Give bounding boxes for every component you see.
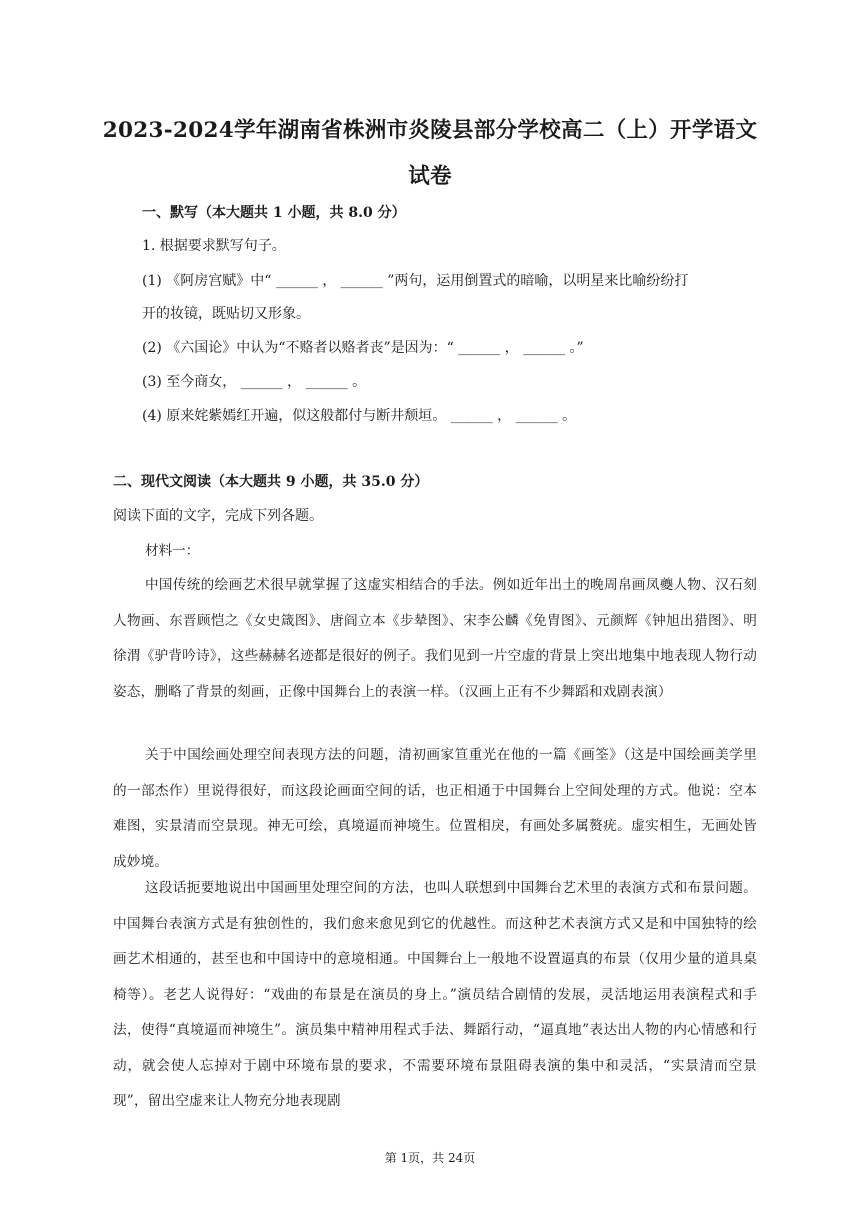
material-paragraph-2: 关于中国绘画处理空间表现方法的问题，清初画家笪重光在他的一篇《画筌》（这是中国绘画美学里的一部杰作）里说得很好，而这段论画面空间的话，也正相通于中国舞台上空间处理的方式。他说：空本难图，实景清而空景现。神无可绘，真境逼而神境生。位置相戾，有画处多属赘疣。虚实相生，无画处皆成妙境。 <box>113 747 757 870</box>
question-1-prompt: 1. 根据要求默写句子。 <box>142 238 286 254</box>
section1-heading: 一、默写（本大题共 1 小题，共 8.0 分） <box>142 205 406 221</box>
question-1-item-1-line-2: 开的妆镜，既贴切又形象。 <box>142 306 310 322</box>
question-1-item-2: (2) 《六国论》中认为“不赂者以赂者丧”是因为：“ ______ ， ______ 。” <box>142 340 584 356</box>
section2-heading: 二、现代文阅读（本大题共 9 小题，共 35.0 分） <box>113 474 429 490</box>
question-1-item-4: (4) 原来姹紫嫣红开遍，似这般都付与断井颓垣。 ______ ， ______ 。 <box>142 408 577 424</box>
page-footer: 第 1页，共 24页 <box>384 1151 476 1165</box>
material-paragraph-3: 这段话扼要地说出中国画里处理空间的方法，也叫人联想到中国舞台艺术里的表演方式和布景问题。中国舞台表演方式是有独创性的，我们愈来愈见到它的优越性。而这种艺术表演方式又是和中国独特的绘画艺术相通的，甚至也和中国诗中的意境相通。中国舞台上一般地不设置逼真的布景（仅用少量的道具桌椅等）。老艺人说得好：“戏曲的布景是在演员的身上。”演员结合剧情的发展，灵活地运用表演程式和手法，使得“真境逼而神境生”。演员集中精神用程式手法、舞蹈行动，“逼真地”表达出人物的内心情感和行动，就会使人忘掉对于剧中环境布景的要求，不需要环境布景阻碍表演的集中和灵活，“实景清而空景现”，留出空虚来让人物充分地表现剧 <box>113 880 757 1109</box>
reading-instruction: 阅读下面的文字，完成下列各题。 <box>113 508 323 524</box>
question-1-item-3: (3) 至今商女， ______ ， ______ 。 <box>142 374 367 390</box>
page-title: 2023-2024学年湖南省株洲市炎陵县部分学校高二（上）开学语文试卷 <box>102 118 758 189</box>
material-label: 材料一： <box>145 543 200 559</box>
material-paragraph-1: 中国传统的绘画艺术很早就掌握了这虚实相结合的手法。例如近年出土的晚周帛画凤夔人物、汉石刻人物画、东晋顾恺之《女史箴图》、唐阎立本《步辇图》、宋李公麟《免胄图》、元颜辉《钟旭出猎图》、明徐渭《驴背吟诗》，这些赫赫名迹都是很好的例子。我们见到一片空虚的背景上突出地集中地表现人物行动姿态，删略了背景的刻画，正像中国舞台上的表演一样。（汉画上正有不少舞蹈和戏剧表演） <box>113 577 757 700</box>
question-1-item-1-line-1: (1) 《阿房宫赋》中“ ______ ， ______ ”两句，运用倒置式的暗喻，以明星来比喻纷纷打 <box>142 273 689 289</box>
